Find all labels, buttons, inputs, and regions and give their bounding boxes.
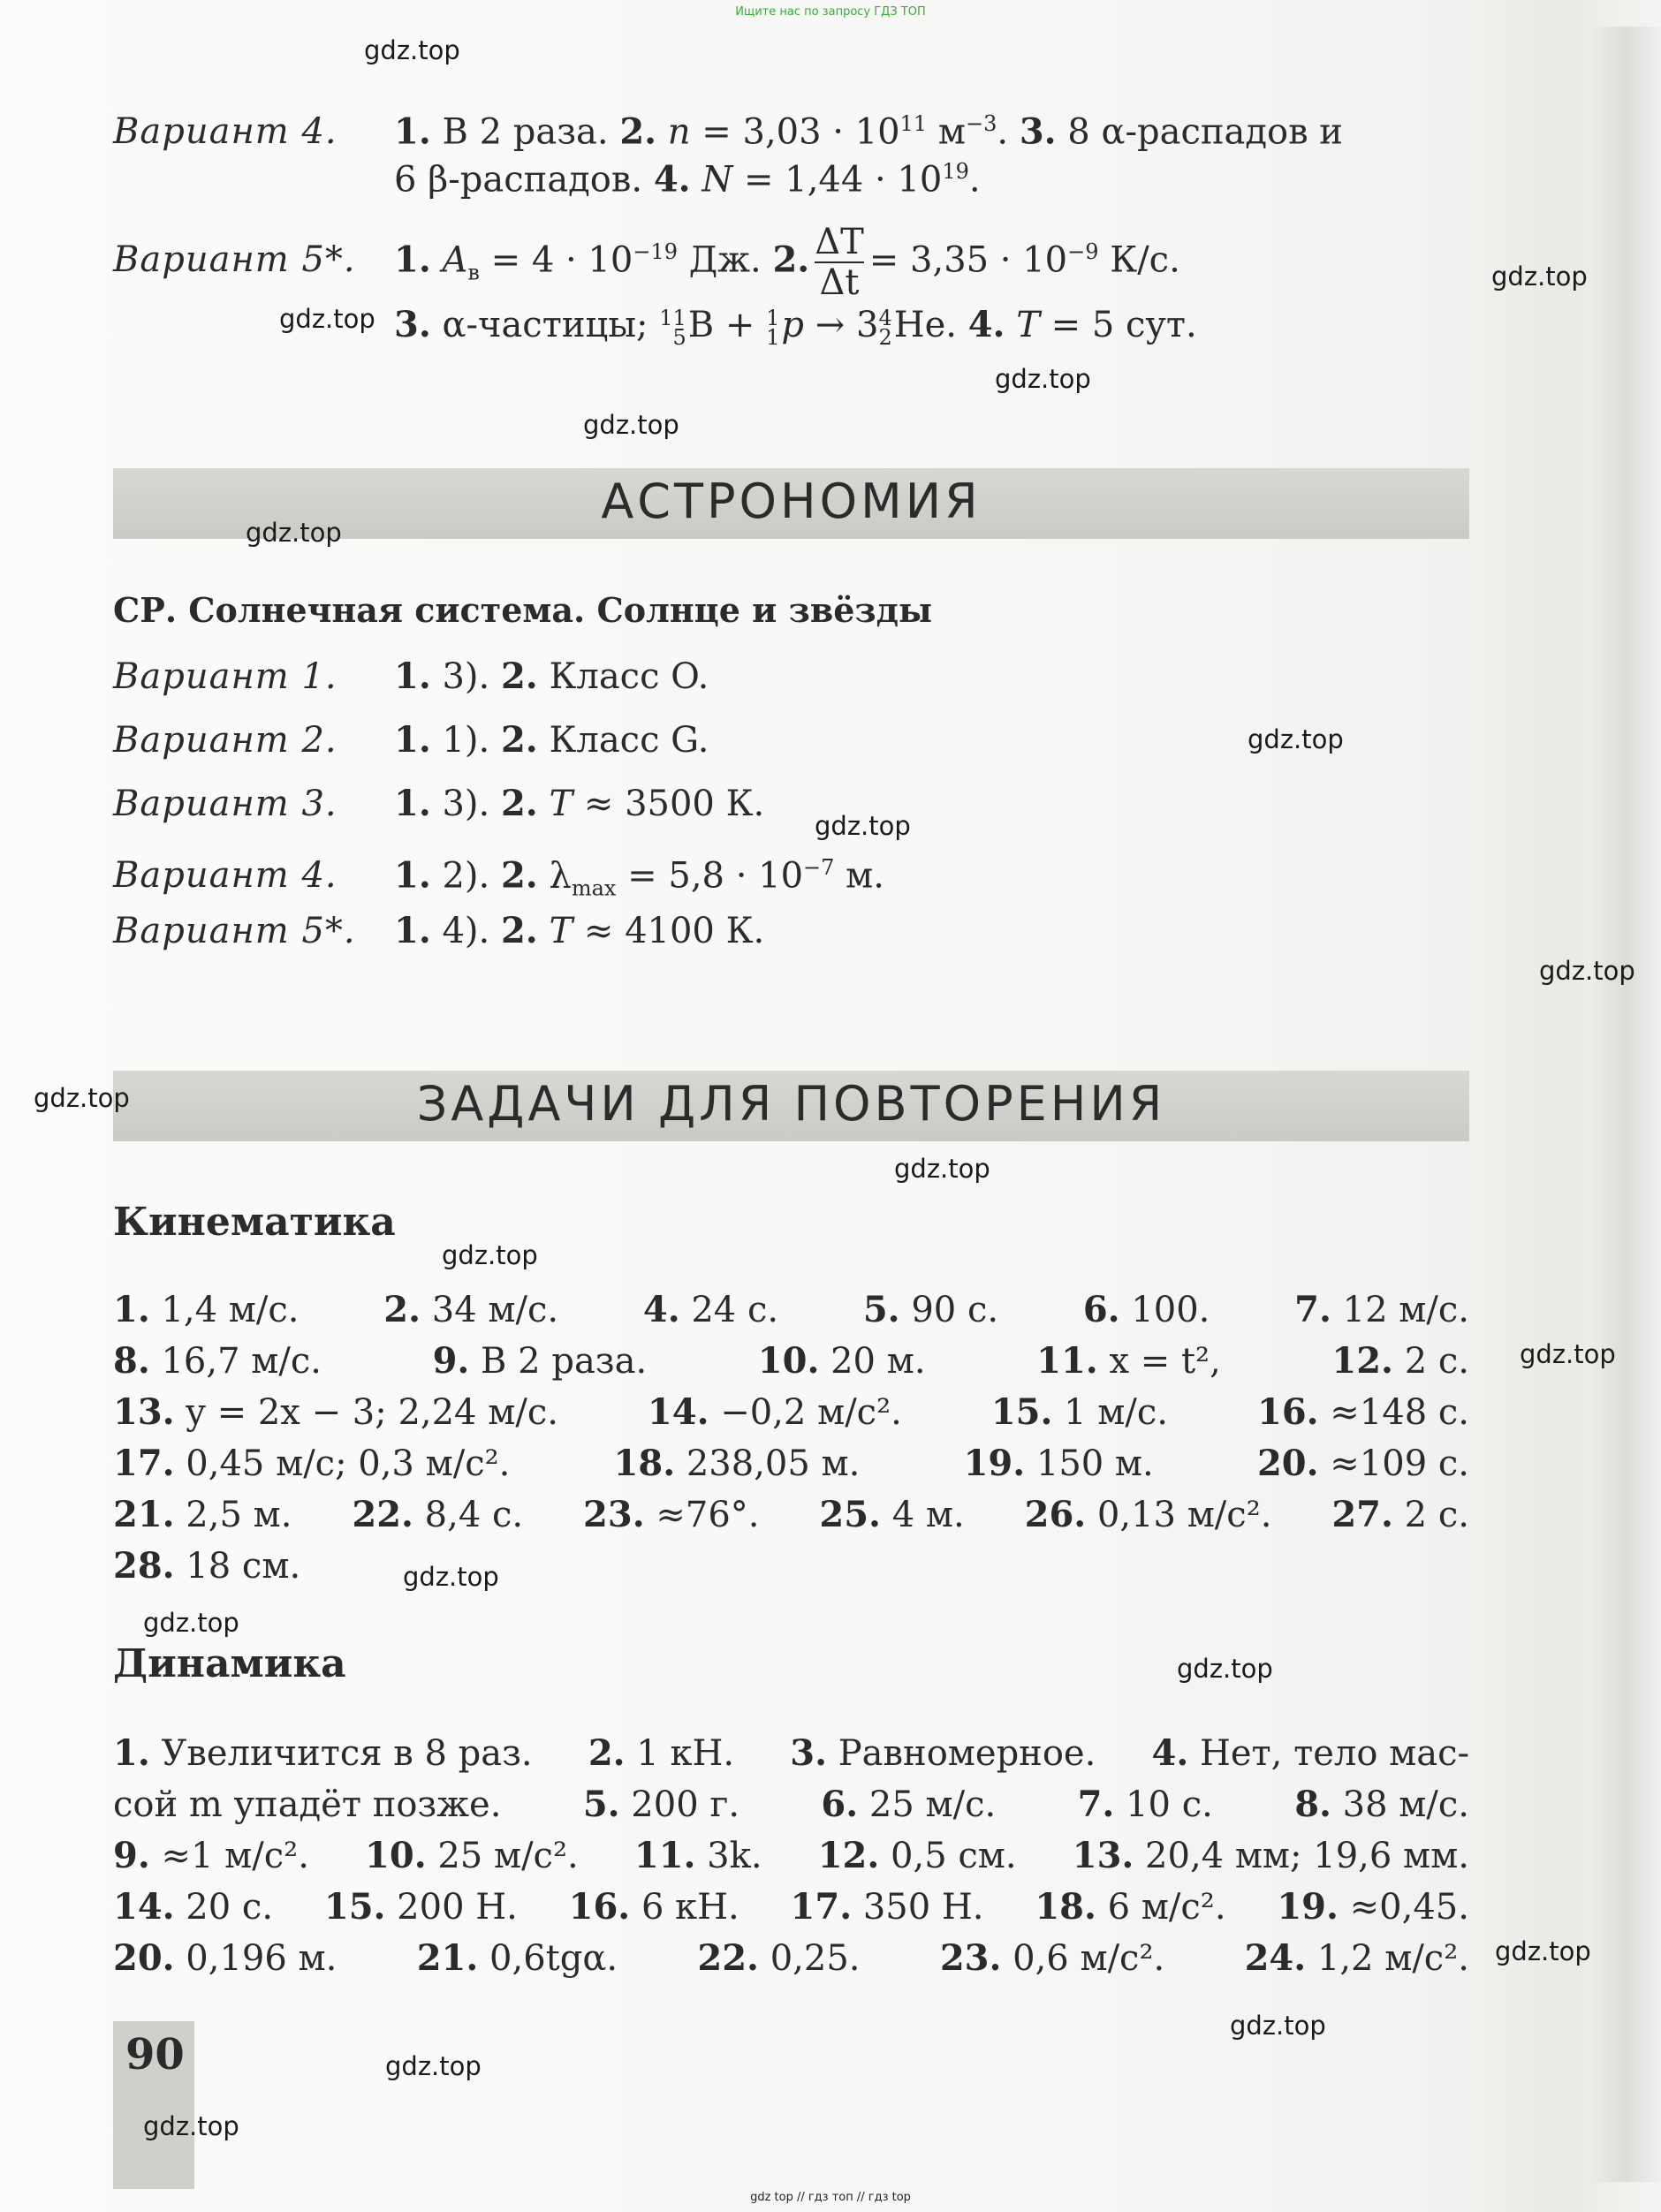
answer-row — [113, 1882, 1469, 1933]
watermark: gdz.top — [442, 1240, 538, 1270]
answer-item: 18. 6 м/с². — [1035, 1886, 1226, 1928]
answer-item: 14. −0,2 м/с². — [647, 1391, 902, 1433]
answer-item: 11. 3k. — [633, 1835, 762, 1876]
answer-item: 7. 12 м/с. — [1294, 1289, 1469, 1330]
book-spine-shadow — [1590, 27, 1661, 2182]
watermark: gdz.top — [1539, 956, 1635, 986]
watermark: gdz.top — [995, 364, 1091, 394]
answer-item: 2. 34 м/с. — [383, 1289, 559, 1330]
watermark: gdz.top — [143, 2111, 239, 2141]
answer-item: 4. Нет, тело мас- — [1151, 1732, 1469, 1774]
watermark: gdz.top — [583, 410, 679, 440]
answer-item: 27. 2 с. — [1331, 1494, 1469, 1535]
watermark: gdz.top — [279, 304, 375, 334]
answer-item: 23. ≈76°. — [583, 1494, 760, 1535]
watermark: gdz.top — [1495, 1936, 1591, 1966]
answer-item: 23. 0,6 м/с². — [939, 1937, 1165, 1979]
answer-item: 16. ≈148 с. — [1256, 1391, 1469, 1433]
variant-label: Вариант 4. — [113, 111, 338, 153]
astro-variant-2: Вариант 2. 1. 1). 2. Класс G. — [113, 719, 709, 761]
answer-item: 13. 20,4 мм; 19,6 мм. — [1072, 1835, 1469, 1876]
answer-item: 12. 2 с. — [1331, 1340, 1469, 1382]
section-band-review — [113, 1071, 1469, 1141]
watermark: gdz.top — [364, 35, 460, 65]
watermark: gdz.top — [1520, 1339, 1616, 1369]
watermark: gdz.top — [246, 518, 342, 548]
answer-item: 19. ≈0,45. — [1277, 1886, 1469, 1928]
watermark: gdz.top — [34, 1083, 130, 1113]
answer-item: 28. 18 см. — [113, 1545, 301, 1587]
answer-row — [113, 1933, 1469, 1984]
astro-variant-1: Вариант 1. 1. 3). 2. Класс O. — [113, 655, 709, 697]
answer-item: 15. 1 м/с. — [990, 1391, 1168, 1433]
heading-kinematics: Кинематика — [113, 1200, 396, 1245]
watermark: gdz.top — [1230, 2011, 1326, 2041]
answer-item: 6. 25 м/с. — [821, 1784, 997, 1825]
watermark: gdz.top — [1177, 1654, 1273, 1684]
answer-item: 17. 350 Н. — [790, 1886, 984, 1928]
answer-item: 7. 10 с. — [1077, 1784, 1213, 1825]
answer-item: 20. ≈109 с. — [1256, 1443, 1469, 1484]
watermark: gdz.top — [815, 811, 911, 841]
answer-row — [113, 1541, 1469, 1592]
dynamics-answers — [113, 1728, 1469, 1984]
answer-item: 13. y = 2x − 3; 2,24 м/с. — [113, 1391, 558, 1433]
watermark: gdz.top — [1248, 724, 1344, 754]
answer-item: 25. 4 м. — [819, 1494, 965, 1535]
variant-label: Вариант 5*. — [113, 239, 356, 281]
answer-line-variant5-cont: 3. α-частицы; 11 5 B + 1 1 p → 3 4 2 He. 4. T = 5 сут. — [394, 304, 1197, 350]
watermark: gdz.top — [403, 1562, 499, 1592]
answer-line-variant4-cont: 6 β-распадов. 4. $N = 1,44 \cdot 10^{19}$. — [394, 158, 981, 201]
answer-item: 20. 0,196 м. — [113, 1937, 338, 1979]
answer-row — [113, 1284, 1469, 1336]
top-site-note: Ищите нас по запросу ГДЗ ТОП — [735, 5, 926, 19]
answer-item: 18. 238,05 м. — [613, 1443, 861, 1484]
astro-variant-4: Вариант 4. 1. 2). 2. $\lambda_{max} = 5,8 \cdot 10^{-7}$ м. — [113, 854, 884, 901]
answer-item: 22. 0,25. — [697, 1937, 861, 1979]
answer-item: 15. 200 Н. — [323, 1886, 518, 1928]
answer-item: 2. 1 кН. — [588, 1732, 735, 1774]
answer-item: 1. 1,4 м/с. — [113, 1289, 300, 1330]
answer-item: 16. 6 кН. — [568, 1886, 739, 1928]
answer-row — [113, 1336, 1469, 1387]
answer-item: 5. 200 г. — [582, 1784, 740, 1825]
answer-item: 4. 24 с. — [642, 1289, 779, 1330]
answer-row — [113, 1387, 1469, 1438]
answer-item: 24. 1,2 м/с². — [1244, 1937, 1469, 1979]
answer-row — [113, 1728, 1469, 1779]
watermark: gdz.top — [894, 1154, 990, 1184]
section-title: ЗАДАЧИ ДЛЯ ПОВТОРЕНИЯ — [416, 1076, 1166, 1132]
answer-row — [113, 1830, 1469, 1882]
answer-item: 3. Равномерное. — [790, 1732, 1096, 1774]
kinematics-answers — [113, 1284, 1469, 1592]
answer-item: 17. 0,45 м/с; 0,3 м/с². — [113, 1443, 511, 1484]
answer-item: 21. 0,6tgα. — [416, 1937, 618, 1979]
astro-variant-3: Вариант 3. 1. 3). 2. T ≈ 3500 К. — [113, 783, 765, 824]
bottom-site-note: gdz top // гдз топ // гдз top — [750, 2191, 911, 2204]
answer-item: сой m упадёт позже. — [113, 1784, 502, 1825]
answer-line-variant5: Вариант 5*. 1. $A_в = 4 \cdot 10^{-19}$ Дж. 2. $\frac{\Delta T}{\Delta t}$ = $3,35 \cdot 10^{-9}$ К/с. — [113, 222, 1180, 304]
answer-item: 1. Увеличится в 8 раз. — [113, 1732, 533, 1774]
answer-item: 10. 25 м/с². — [365, 1835, 579, 1876]
answer-item: 14. 20 с. — [113, 1886, 274, 1928]
answer-item: 6. 100. — [1082, 1289, 1210, 1330]
fraction: $\frac{\Delta T}{\Delta t}$ — [815, 222, 864, 304]
answer-item: 11. x = t², — [1036, 1340, 1221, 1382]
section-title: АСТРОНОМИЯ — [601, 473, 982, 529]
answer-item: 8. 38 м/с. — [1294, 1784, 1469, 1825]
answer-item: 26. 0,13 м/с². — [1024, 1494, 1272, 1535]
watermark: gdz.top — [143, 1608, 239, 1638]
answer-line-variant4: Вариант 4. 1. В 2 раза. 2. $n = 3,03 \cdot 10^{11}$ $м^{-3}$. 3. 8 α-распадов и — [113, 99, 1469, 156]
subsection-title: СР. Солнечная система. Солнце и звёзды — [113, 590, 933, 630]
astro-variant-5: Вариант 5*. 1. 4). 2. T ≈ 4100 К. — [113, 910, 765, 951]
page-number: 90 — [125, 2030, 185, 2079]
answer-item: 12. 0,5 см. — [817, 1835, 1017, 1876]
answer-item: 8. 16,7 м/с. — [113, 1340, 322, 1382]
answer-item: 21. 2,5 м. — [113, 1494, 292, 1535]
answer-row — [113, 1489, 1469, 1541]
watermark: gdz.top — [1491, 261, 1588, 292]
answer-row — [113, 1779, 1469, 1830]
answer-item: 5. 90 с. — [862, 1289, 999, 1330]
answer-item: 19. 150 м. — [963, 1443, 1154, 1484]
watermark: gdz.top — [385, 2051, 482, 2081]
answer-item: 9. ≈1 м/с². — [113, 1835, 309, 1876]
answer-item: 10. 20 м. — [757, 1340, 926, 1382]
answer-item: 9. В 2 раза. — [432, 1340, 648, 1382]
answer-item: 22. 8,4 с. — [352, 1494, 524, 1535]
heading-dynamics: Динамика — [113, 1641, 346, 1686]
answer-row — [113, 1438, 1469, 1489]
